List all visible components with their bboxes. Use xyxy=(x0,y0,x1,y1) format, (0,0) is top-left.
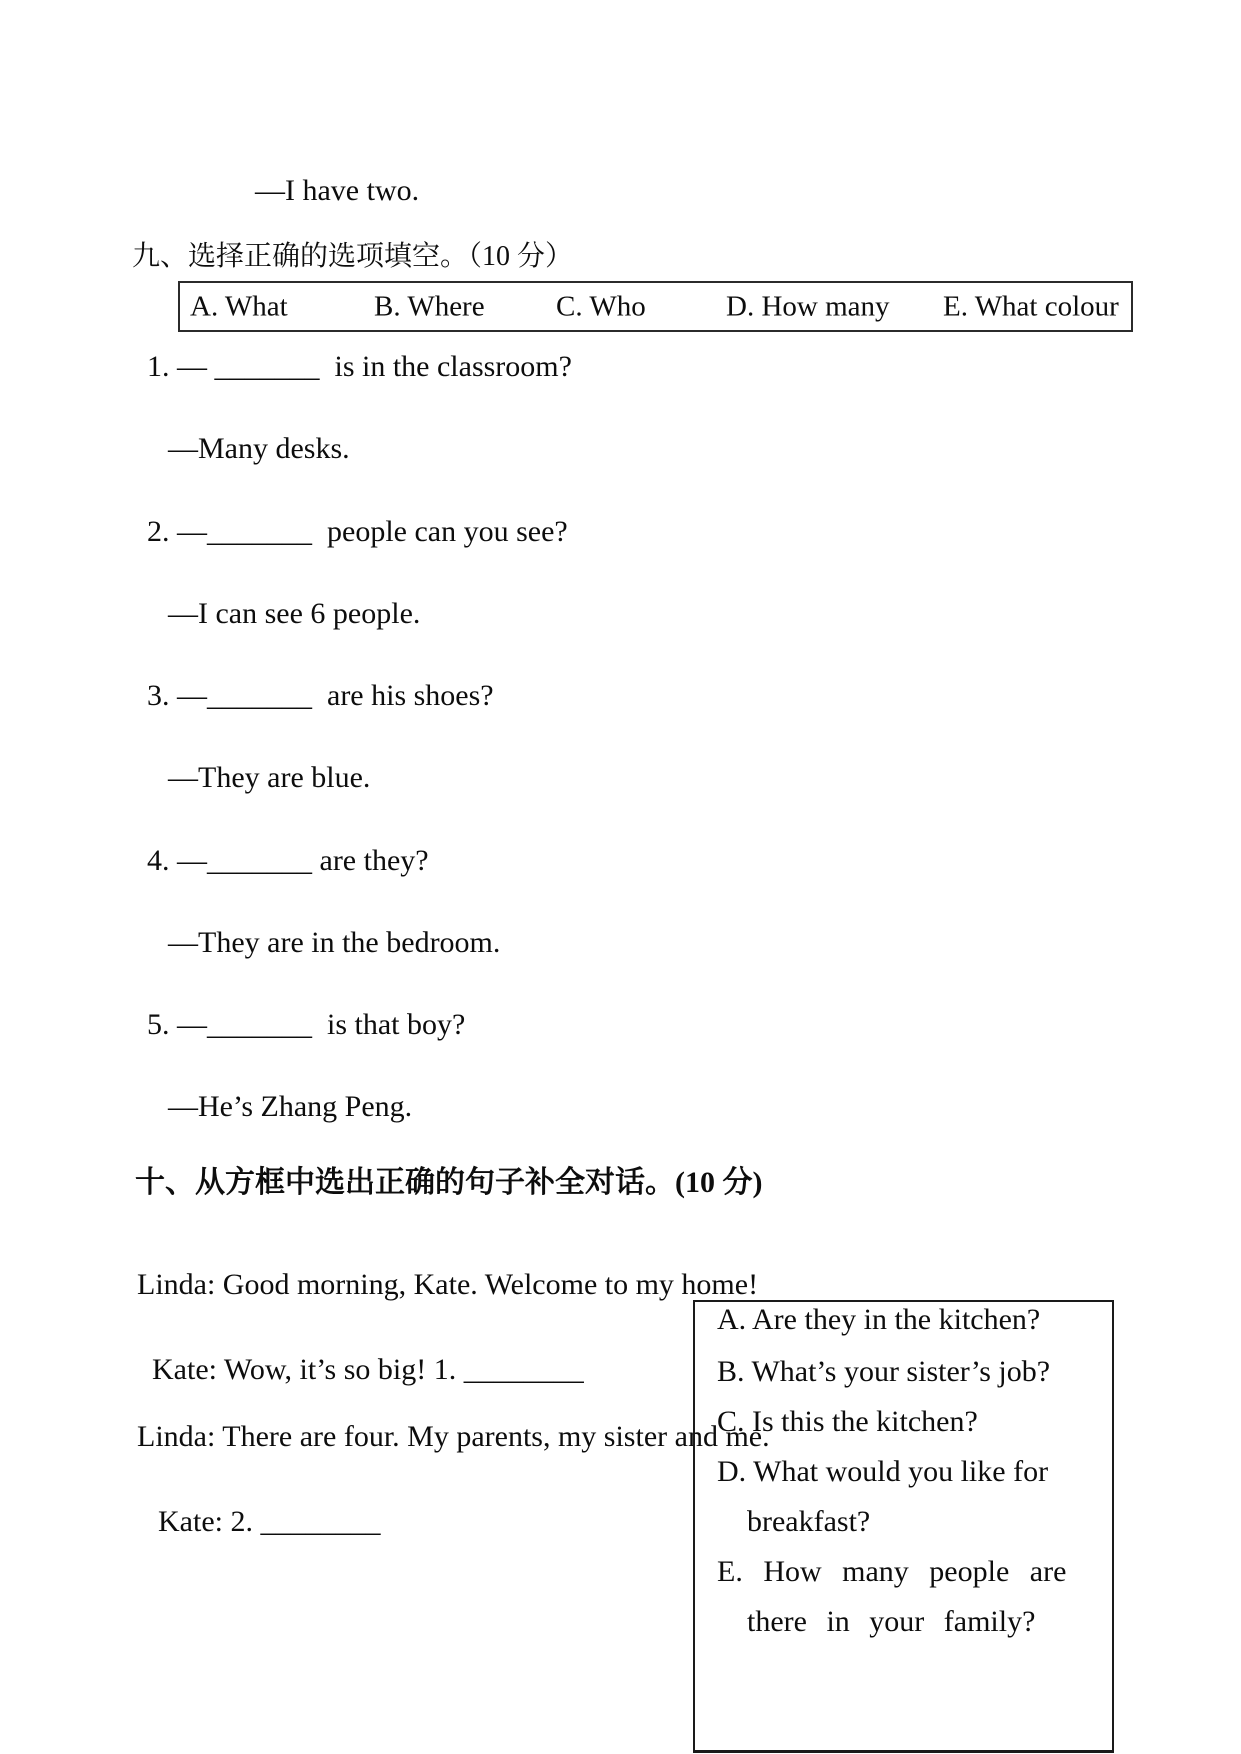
option-d-how-many: D. How many xyxy=(726,290,890,322)
q2-answer-line: —I can see 6 people. xyxy=(168,597,421,630)
dialogue-linda-1: Linda: Good morning, Kate. Welcome to my home! xyxy=(137,1268,759,1301)
q1-answer-line: —Many desks. xyxy=(168,432,350,465)
option-b-where: B. Where xyxy=(374,290,485,322)
choice-e-line1: E. How many people are xyxy=(717,1555,1067,1588)
q5-answer-line: —He’s Zhang Peng. xyxy=(168,1090,413,1123)
dialogue-kate-2: Kate: 2. ________ xyxy=(158,1505,381,1538)
choice-e-line2: there in your family? xyxy=(747,1605,1036,1638)
q3-answer-line: —They are blue. xyxy=(168,761,371,794)
q4-answer-line: —They are in the bedroom. xyxy=(168,926,501,959)
dialogue-kate-1: Kate: Wow, it’s so big! 1. ________ xyxy=(152,1353,584,1386)
choice-d-line2: breakfast? xyxy=(747,1505,871,1538)
choice-d-line1: D. What would you like for xyxy=(717,1455,1049,1488)
option-c-who: C. Who xyxy=(556,290,646,322)
q1-question-line: 1. — _______ is in the classroom? xyxy=(147,350,572,383)
section10-heading: 十、从方框中选出正确的句子补全对话。(10 分) xyxy=(135,1166,763,1199)
choice-c: C. Is this the kitchen? xyxy=(717,1405,978,1438)
q4-question-line: 4. —_______ are they? xyxy=(147,844,429,877)
dialogue-linda-2: Linda: There are four. My parents, my sister and me. xyxy=(137,1420,770,1453)
option-a-what: A. What xyxy=(190,290,288,322)
q5-question-line: 5. —_______ is that boy? xyxy=(147,1008,466,1041)
section9-options-box xyxy=(178,281,1133,332)
option-e-what-colour: E. What colour xyxy=(943,290,1119,322)
q3-question-line: 3. —_______ are his shoes? xyxy=(147,679,494,712)
choice-b: B. What’s your sister’s job? xyxy=(717,1355,1051,1388)
section9-heading: 九、选择正确的选项填空。（10 分） xyxy=(132,241,574,272)
choice-a: A. Are they in the kitchen? xyxy=(717,1303,1041,1336)
q2-question-line: 2. —_______ people can you see? xyxy=(147,515,568,548)
previous-answer-line: —I have two. xyxy=(255,174,420,207)
